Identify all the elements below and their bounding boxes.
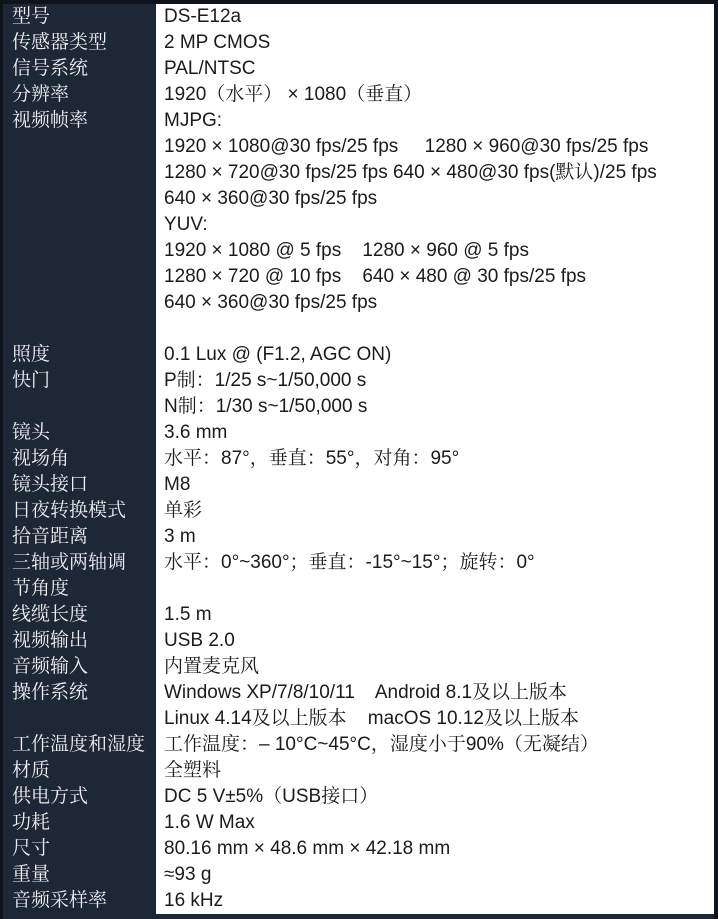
spec-row (0, 446, 714, 472)
spec-value (156, 836, 714, 862)
spec-value (156, 862, 714, 888)
spec-value-line: Linux 4.14及以上版本 macOS 10.12及以上版本 (164, 708, 579, 729)
spec-value (156, 56, 714, 82)
spec-value-line: 640 × 360@30 fps/25 fps (164, 292, 378, 313)
spec-label-line: 视频帧率 (12, 110, 89, 131)
spec-value (156, 420, 714, 446)
spec-label (0, 82, 156, 108)
spec-label (0, 628, 156, 654)
spec-row (0, 758, 714, 784)
spec-label (0, 784, 156, 810)
spec-value-line: 3.6 mm (164, 422, 228, 443)
spec-value-line: DC 5 V±5%（USB接口） (164, 786, 379, 807)
spec-value (156, 758, 714, 784)
table-bottom-cut-row (0, 914, 714, 919)
spec-value-line: 80.16 mm × 48.6 mm × 42.18 mm (164, 838, 451, 859)
spec-value (156, 108, 714, 342)
spec-value-line: 内置麦克风 (164, 656, 260, 677)
spec-row (0, 82, 714, 108)
spec-label-line: 镜头 (12, 422, 51, 443)
spec-value-line: Windows XP/7/8/10/11 Android 8.1及以上版本 (164, 682, 568, 703)
spec-label (0, 758, 156, 784)
spec-label (0, 56, 156, 82)
spec-value-line: 0.1 Lux @ (F1.2, AGC ON) (164, 344, 392, 365)
spec-row (0, 472, 714, 498)
spec-value-line: 水平：0°~360°；垂直：-15°~15°；旋转：0° (164, 552, 535, 573)
spec-label-line: 三轴或两轴调 (12, 552, 127, 573)
spec-value (156, 82, 714, 108)
spec-label-line: 线缆长度 (12, 604, 89, 625)
spec-value (156, 498, 714, 524)
spec-label-line: 重量 (12, 864, 51, 885)
spec-table (0, 4, 714, 914)
spec-value (156, 446, 714, 472)
spec-label-line: 供电方式 (12, 786, 89, 807)
spec-row (0, 30, 714, 56)
spec-value-line: 1.6 W Max (164, 812, 255, 833)
spec-label-line: 工作温度和湿度 (12, 734, 146, 755)
spec-value (156, 368, 714, 420)
spec-value (156, 602, 714, 628)
spec-row (0, 108, 714, 342)
spec-label-line: 视频输出 (12, 630, 89, 651)
spec-value-line: 全塑料 (164, 760, 222, 781)
spec-row (0, 4, 714, 30)
spec-label (0, 732, 156, 758)
spec-row (0, 784, 714, 810)
spec-row (0, 836, 714, 862)
spec-value-line: 3 m (164, 526, 196, 547)
spec-label-line: 操作系统 (12, 682, 89, 703)
spec-label-line: 快门 (12, 370, 51, 391)
spec-value-line: PAL/NTSC (164, 58, 256, 79)
spec-row (0, 368, 714, 420)
spec-label (0, 342, 156, 368)
spec-value-line: 1920 × 1080 @ 5 fps 1280 × 960 @ 5 fps (164, 240, 529, 261)
spec-value-line (164, 316, 714, 342)
spec-label (0, 368, 156, 420)
spec-label (0, 602, 156, 628)
spec-row (0, 524, 714, 550)
spec-label-line: 信号系统 (12, 58, 89, 79)
spec-value-line: 1280 × 720@30 fps/25 fps 640 × 480@30 fps(默认)/25 fps (164, 162, 657, 183)
spec-label (0, 888, 156, 914)
spec-value-line: YUV: (164, 214, 208, 235)
spec-label-line: 分辨率 (12, 84, 70, 105)
spec-label (0, 30, 156, 56)
spec-label (0, 420, 156, 446)
spec-value (156, 524, 714, 550)
spec-label-line: 日夜转换模式 (12, 500, 127, 521)
spec-value (156, 472, 714, 498)
spec-value-line: 单彩 (164, 500, 203, 521)
spec-value (156, 784, 714, 810)
spec-label (0, 810, 156, 836)
spec-value-line: DS-E12a (164, 6, 242, 27)
spec-label (0, 498, 156, 524)
spec-label (0, 4, 156, 30)
spec-label-line: 镜头接口 (12, 474, 89, 495)
spec-value (156, 628, 714, 654)
spec-label (0, 862, 156, 888)
spec-row (0, 810, 714, 836)
spec-label-line: 尺寸 (12, 838, 51, 859)
spec-row (0, 862, 714, 888)
spec-value-line: 2 MP CMOS (164, 32, 271, 53)
spec-value-line: 工作温度：– 10°C~45°C，湿度小于90%（无凝结） (164, 734, 599, 755)
spec-value-line: 16 kHz (164, 890, 224, 911)
spec-row (0, 888, 714, 914)
spec-label-line: 拾音距离 (12, 526, 89, 547)
spec-value (156, 732, 714, 758)
spec-label (0, 108, 156, 342)
spec-value-line: USB 2.0 (164, 630, 235, 651)
spec-value-line (164, 576, 714, 602)
spec-row (0, 732, 714, 758)
spec-label (0, 654, 156, 680)
spec-value-line: P制：1/25 s~1/50,000 s (164, 370, 367, 391)
spec-label (0, 524, 156, 550)
spec-label-line: 材质 (12, 760, 51, 781)
spec-value (156, 654, 714, 680)
spec-label (0, 550, 156, 602)
spec-value (156, 550, 714, 602)
spec-value-line: 水平：87°，垂直：55°，对角：95° (164, 448, 460, 469)
spec-row (0, 550, 714, 602)
spec-label-line: 视场角 (12, 448, 70, 469)
spec-value-line: 1280 × 720 @ 10 fps 640 × 480 @ 30 fps/25 fps (164, 266, 587, 287)
spec-label (0, 446, 156, 472)
spec-value-line: M8 (164, 474, 191, 495)
spec-label-line: 照度 (12, 344, 51, 365)
spec-row (0, 628, 714, 654)
spec-label-line: 型号 (12, 6, 51, 27)
spec-label-line: 传感器类型 (12, 32, 108, 53)
spec-label (0, 680, 156, 732)
spec-row (0, 56, 714, 82)
spec-row (0, 680, 714, 732)
spec-row (0, 342, 714, 368)
spec-label-line: 音频采样率 (12, 890, 108, 911)
spec-label-line: 功耗 (12, 812, 51, 833)
spec-value-line: 640 × 360@30 fps/25 fps (164, 188, 378, 209)
spec-label-line: 音频输入 (12, 656, 89, 677)
spec-value (156, 342, 714, 368)
spec-value (156, 30, 714, 56)
spec-value-line: 1920 × 1080@30 fps/25 fps 1280 × 960@30 fps/25 fps (164, 136, 649, 157)
spec-value (156, 810, 714, 836)
spec-row (0, 420, 714, 446)
spec-label (0, 472, 156, 498)
spec-value (156, 680, 714, 732)
spec-row (0, 498, 714, 524)
spec-label-line: 节角度 (12, 578, 70, 599)
spec-value (156, 4, 714, 30)
spec-label (0, 836, 156, 862)
spec-row (0, 602, 714, 628)
spec-value-line: N制：1/30 s~1/50,000 s (164, 396, 368, 417)
spec-value-line: MJPG: (164, 110, 223, 131)
spec-row (0, 654, 714, 680)
spec-value-line: 1.5 m (164, 604, 212, 625)
spec-value-line: 1920（水平） × 1080（垂直） (164, 84, 423, 105)
spec-value (156, 888, 714, 914)
spec-value-line: ≈93 g (164, 864, 212, 885)
